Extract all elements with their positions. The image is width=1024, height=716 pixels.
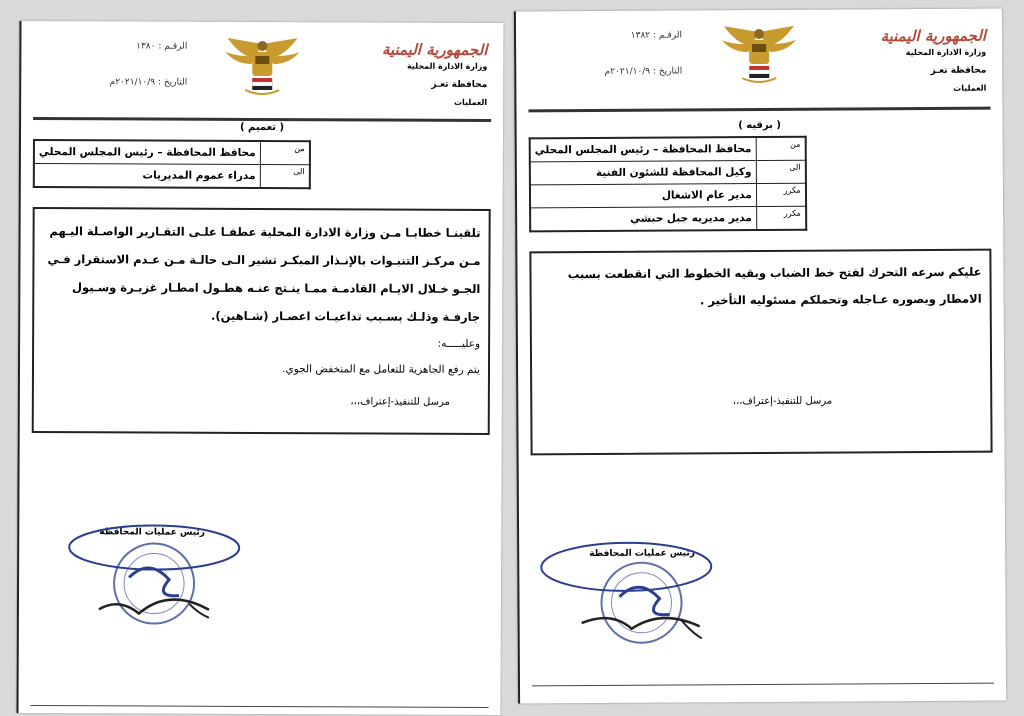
document-type: ( تعميم )	[239, 121, 285, 134]
to-row	[34, 164, 310, 189]
letterhead	[856, 27, 986, 94]
to-label: الى	[260, 164, 310, 188]
cc-value: مدير عام الاشغال	[530, 184, 756, 208]
action-text: يتم رفع الجاهزية للتعامل مع المنخفض الجوي.	[282, 363, 481, 376]
reference-block	[552, 30, 682, 103]
to-value: وكيل المحافظة للشئون الفنية	[530, 161, 756, 185]
ministry-name: وزارة الادارة المحلية	[406, 61, 488, 71]
yemen-eagle-emblem-icon	[217, 34, 307, 96]
to-label: الى	[756, 160, 806, 183]
closing-text: مرسل للتنفيذ-إعتراف،،،	[350, 396, 450, 408]
body-text: عليكم سرعه التحرك لفتح خط الضباب وبقيه الخطوط التي انقطعت بسبب الامطار وبصوره عـاجله وتحملكم مسئوليه التأخير .	[567, 264, 982, 308]
closing-text: مرسل للتنفيذ-إعتراف،،،	[732, 395, 833, 408]
official-stamp-icon	[531, 536, 742, 649]
from-row	[530, 137, 806, 162]
from-row	[34, 140, 310, 165]
message-body	[32, 207, 491, 435]
letterhead	[357, 40, 487, 107]
signer-title: رئيس عمليات المحافظة	[589, 548, 695, 560]
yemen-eagle-emblem-icon	[714, 22, 804, 85]
right-document	[514, 9, 1006, 704]
signer-title: رئيس عمليات المحافظة	[99, 527, 205, 538]
governorate-name: محافظة تعـز	[431, 79, 488, 90]
left-document	[16, 21, 503, 715]
cc-row	[530, 206, 806, 231]
address-table	[33, 139, 311, 189]
from-value: محافظ المحافظة – رئيس المجلس المحلي	[34, 140, 260, 164]
document-type: ( برقيه )	[738, 119, 782, 132]
to-row	[530, 160, 806, 185]
therefore-label: وعليـــــه:	[437, 337, 481, 350]
address-table	[529, 136, 807, 233]
republic-title: الجمهورية اليمنية	[880, 26, 987, 46]
footer-rule	[31, 705, 489, 708]
document-number: الرقـم : ١٣٨٠	[136, 41, 188, 52]
footer-rule	[532, 683, 994, 687]
header-rule	[528, 107, 990, 113]
cc-value: مدير مديريه جبل حبشي	[530, 207, 756, 232]
cc-row	[530, 183, 806, 208]
ministry-name: وزارة الادارة المحلية	[905, 47, 987, 58]
body-text: تلقينـا خطابـا مـن وزارة الادارة المحلية عطفـا علـى التقـارير الواصـلة اليـهم مـن مركـز التنبـوات بالإنـذار المبكـر تشير الـى حالـة مـن عـدم الاستقرار فـي الجـو خـلال الايـام القادمـة ممـا ينـتج عنـه هطـول امطـار غزيـرة وسـيول جارفـة وذلـك بسـبب تداعيـات اعصـار (شـاهين).	[47, 224, 481, 324]
from-label: من	[260, 141, 310, 165]
from-value: محافظ المحافظة – رئيس المجلس المحلي	[530, 137, 756, 162]
official-stamp-icon	[59, 517, 269, 628]
governorate-name: محافظة تعـز	[930, 65, 987, 76]
cc-label: مكرر	[756, 206, 806, 230]
document-date: التاريخ : ٢٠٢١/١٠/٩م	[604, 66, 683, 77]
department-name: العمليات	[453, 97, 488, 107]
message-body	[529, 249, 992, 456]
republic-title: الجمهورية اليمنية	[381, 40, 488, 59]
document-date: التاريخ : ٢٠٢١/١٠/٩م	[109, 77, 188, 88]
cc-label: مكرر	[756, 183, 806, 206]
reference-block	[57, 41, 187, 114]
department-name: العمليات	[953, 83, 987, 93]
to-value: مدراء عموم المديريات	[34, 164, 260, 188]
document-number: الرقـم : ١٣٨٢	[630, 30, 683, 41]
from-label: من	[756, 137, 806, 161]
